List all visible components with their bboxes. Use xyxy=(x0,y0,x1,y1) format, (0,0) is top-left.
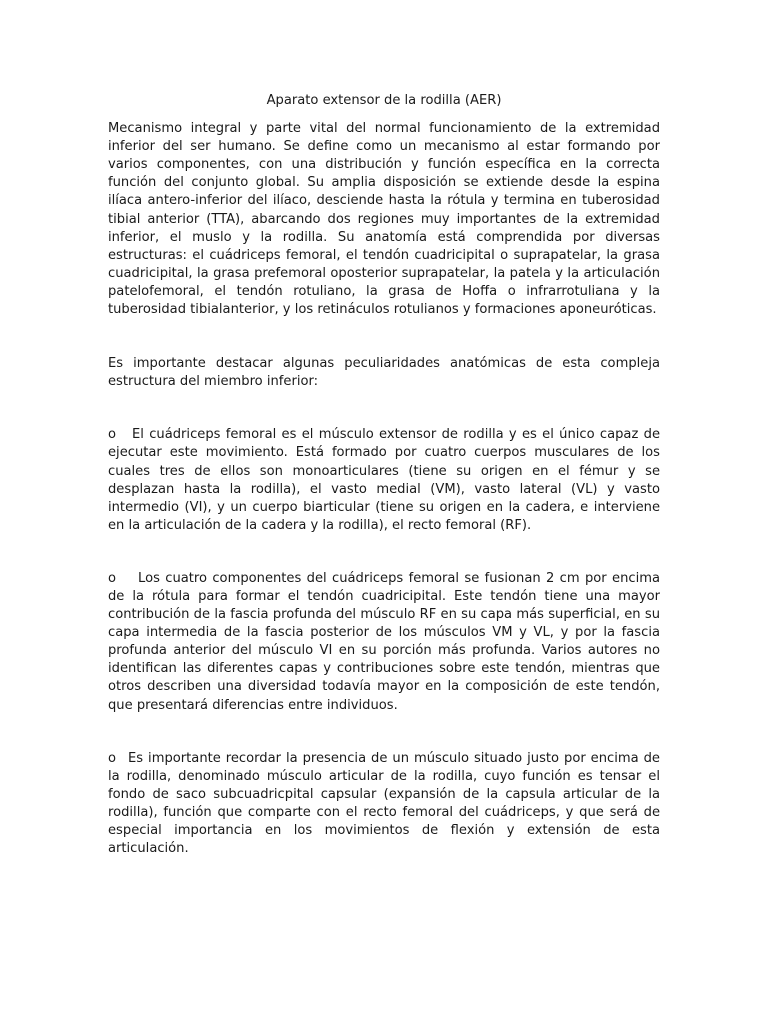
document-title: Aparato extensor de la rodilla (AER) xyxy=(266,93,502,108)
bullet-marker: o xyxy=(108,570,117,586)
bullet-marker: o xyxy=(108,750,117,766)
bullet-text: El cuádriceps femoral es el músculo extensor de rodilla y es el único capaz de ejecutar este movimiento. Está formado por cuatro cuerpos musculares de los cuales tres de ellos son monoarticulares (tiene su origen en el fémur y se desplazan hasta la rodilla), el vasto medial (VM), vasto lateral (VL) y vasto intermedio (VI), y un cuerpo biarticular (tiene su origen en la cadera, e interviene en la articulación de la cadera y la rodilla), el recto femoral (RF). xyxy=(108,427,660,533)
bullet-item-musculo-articular xyxy=(108,750,660,859)
lead-paragraph: Es importante destacar algunas peculiaridades anatómicas de esta compleja estructura del miembro inferior: xyxy=(108,356,660,390)
intro-paragraph: Mecanismo integral y parte vital del normal funcionamiento de la extremidad inferior del ser humano. Se define como un mecanismo al estar formando por varios componentes, con una distribución y función específica en la correcta función del conjunto global. Su amplia disposición se extiende desde la espina ilíaca antero-inferior del ilíaco, desciende hasta la rótula y termina en tuberosidad tibial anterior (TTA), abarcando dos regiones muy importantes de la extremidad inferior, el muslo y la rodilla. Su anatomía está comprendida por diversas estructuras: el cuádriceps femoral, el tendón cuadricipital o suprapatelar, la grasa cuadricipital, la grasa prefemoral oposterior suprapatelar, la patela y la articulación patelofemoral, el tendón rotuliano, la grasa de Hoffa o infrarrotuliana y la tuberosidad tibialanterior, y los retináculos rotulianos y formaciones aponeuróticas. xyxy=(108,121,660,318)
bullet-text: Es importante recordar la presencia de un músculo situado justo por encima de la rodilla, denominado músculo articular de la rodilla, cuyo función es tensar el fondo de saco subcuadricpital capsular (expansión de la capsula articular de la rodilla), función que comparte con el recto femoral del cuádriceps, y que será de especial importancia en los movimientos de flexión y extensión de esta articulación. xyxy=(108,750,660,857)
bullet-marker: o xyxy=(108,427,117,443)
bullet-item-cuadriceps xyxy=(108,426,660,535)
bullet-text: Los cuatro componentes del cuádriceps femoral se fusionan 2 cm por encima de la rótula para formar el tendón cuadricipital. Este tendón tiene una mayor contribución de la fascia profunda del músculo RF en su capa más superficial, en su capa intermedia de la fascia posterior de los músculos VM y VL, y por la fascia profunda anterior del músculo VI en su porción más profunda. Varios autores no identifican las diferentes capas y contribuciones sobre este tendón, mientras que otros describen una diversidad todavía mayor en la composición de este tendón, que presentará diferencias entre individuos. xyxy=(108,570,660,713)
document-page xyxy=(108,92,660,893)
bullet-item-tendon xyxy=(108,570,660,715)
